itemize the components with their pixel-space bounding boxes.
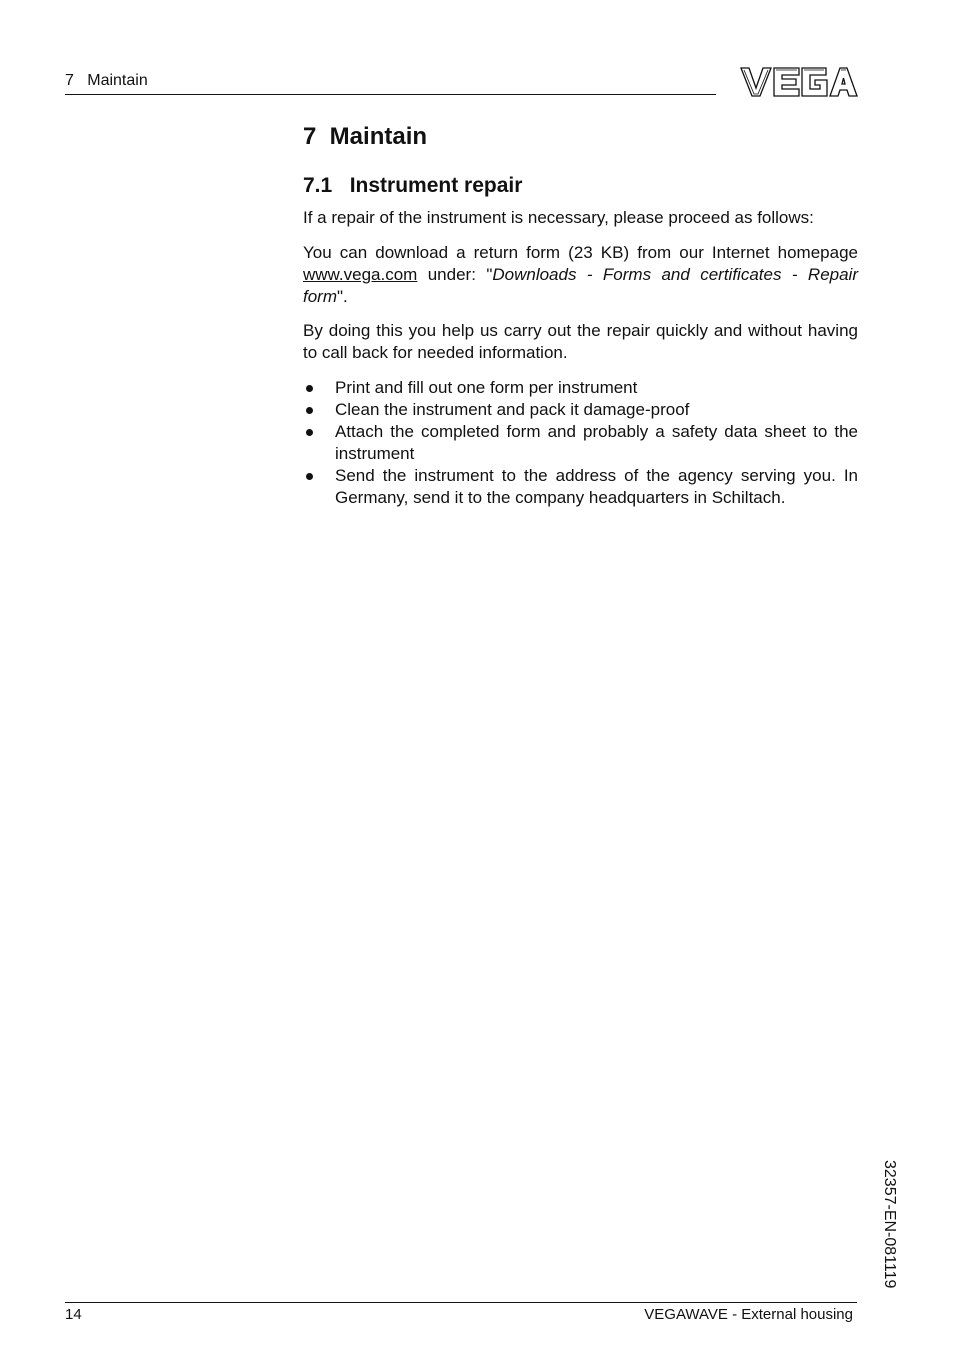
running-header-section: 7 Maintain bbox=[65, 72, 148, 89]
download-text-before: You can download a return form (23 KB) from our Internet homepage bbox=[303, 243, 858, 262]
main-content bbox=[303, 118, 858, 509]
vega-logo bbox=[740, 66, 858, 98]
bullet-icon bbox=[306, 407, 313, 414]
list-item-text: Send the instrument to the address of the agency serving you. In Germany, send it to the company headquarters in Schiltach. bbox=[335, 466, 858, 507]
section-heading: 7.1 Instrument repair bbox=[303, 174, 523, 197]
bullet-icon bbox=[306, 429, 313, 436]
download-paragraph bbox=[303, 242, 858, 308]
list-item-text: Print and fill out one form per instrument bbox=[335, 378, 638, 397]
list-item bbox=[303, 421, 858, 465]
list-item bbox=[303, 465, 858, 509]
document-code: 32357-EN-081119 bbox=[881, 1160, 898, 1289]
list-item-text: Attach the completed form and probably a safety data sheet to the instrument bbox=[335, 422, 858, 463]
page-number: 14 bbox=[65, 1306, 82, 1323]
footer-divider bbox=[65, 1302, 857, 1303]
bullet-icon bbox=[306, 385, 313, 392]
vega-website-link[interactable]: www.vega.com bbox=[303, 265, 418, 284]
repair-steps-list bbox=[303, 377, 858, 509]
header-divider bbox=[65, 94, 716, 95]
download-text-after: ". bbox=[337, 287, 348, 306]
list-item-text: Clean the instrument and pack it damage-proof bbox=[335, 400, 690, 419]
help-paragraph: By doing this you help us carry out the repair quickly and without having to call back for needed information. bbox=[303, 321, 858, 362]
intro-paragraph: If a repair of the instrument is necessary, please proceed as follows: bbox=[303, 208, 814, 227]
bullet-icon bbox=[306, 473, 313, 480]
download-text-middle: under: " bbox=[417, 265, 493, 284]
list-item bbox=[303, 377, 858, 399]
footer-document-title: VEGAWAVE - External housing bbox=[644, 1306, 853, 1323]
download-path: Downloads - Forms and certificates - Repair form bbox=[303, 265, 858, 306]
list-item bbox=[303, 399, 858, 421]
chapter-heading: 7 Maintain bbox=[303, 123, 428, 150]
document-code-container bbox=[860, 1160, 920, 1310]
